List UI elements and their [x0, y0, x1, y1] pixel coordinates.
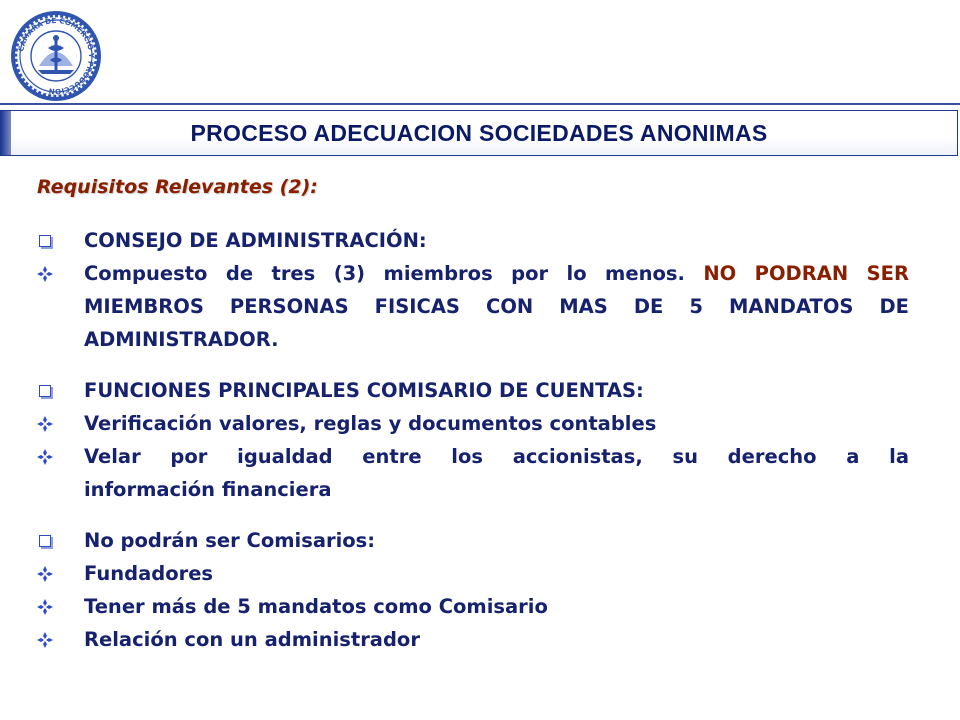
- list-item: [37, 440, 909, 473]
- item-text: ADMINISTRADOR.: [84, 328, 279, 351]
- diamond-bullet-icon: [37, 623, 84, 656]
- list-item: [37, 407, 909, 440]
- item-text: Compuesto de tres (3) miembros por lo menos.: [84, 262, 704, 285]
- item-text: Tener más de 5 mandatos como Comisario: [84, 595, 548, 618]
- diamond-bullet-icon: [37, 257, 84, 290]
- item-text: Verificación valores, reglas y documentos contables: [84, 412, 657, 435]
- seal-icon: [8, 8, 104, 104]
- item-text: información financiera: [84, 478, 332, 501]
- item-text: Fundadores: [84, 562, 214, 585]
- list-heading: CONSEJO DE ADMINISTRACIÓN:: [37, 224, 909, 257]
- square-bullet-icon: [37, 524, 84, 557]
- list-heading: No podrán ser Comisarios:: [37, 524, 909, 557]
- square-bullet-icon: [37, 374, 84, 407]
- diamond-bullet-icon: [37, 590, 84, 623]
- square-bullet-icon: [37, 224, 84, 257]
- list-heading: FUNCIONES PRINCIPALES COMISARIO DE CUENTAS:: [37, 374, 909, 407]
- slide-body: [37, 224, 909, 656]
- list-item: [37, 623, 909, 656]
- item-text: MIEMBROS PERSONAS FISICAS CON MAS DE 5 MANDATOS DE: [84, 295, 909, 318]
- list-item: [37, 257, 909, 290]
- list-item: [37, 590, 909, 623]
- section-subtitle: Requisitos Relevantes (2):: [37, 176, 318, 198]
- list-item: [37, 557, 909, 590]
- item-text: Relación con un administrador: [84, 628, 420, 651]
- page-title: PROCESO ADECUACION SOCIEDADES ANONIMAS: [190, 119, 768, 146]
- chamber-logo: [8, 8, 104, 104]
- title-bar: [0, 110, 958, 156]
- diamond-bullet-icon: [37, 407, 84, 440]
- list-item-continuation: [37, 323, 909, 356]
- svg-text:CAMARA DE COMERCIO Y PRODUCCIO: CAMARA DE COMERCIO Y PRODUCCION: [16, 15, 97, 97]
- item-text: Velar por igualdad entre los accionistas, su derecho a la: [84, 445, 909, 468]
- item-text-emphasis: NO PODRAN SER: [703, 262, 909, 285]
- title-accent: [1, 111, 11, 155]
- list-item-continuation: [37, 473, 909, 506]
- diamond-bullet-icon: [37, 440, 84, 473]
- list-item-continuation: [37, 290, 909, 323]
- diamond-bullet-icon: [37, 557, 84, 590]
- header-rule: [0, 103, 960, 105]
